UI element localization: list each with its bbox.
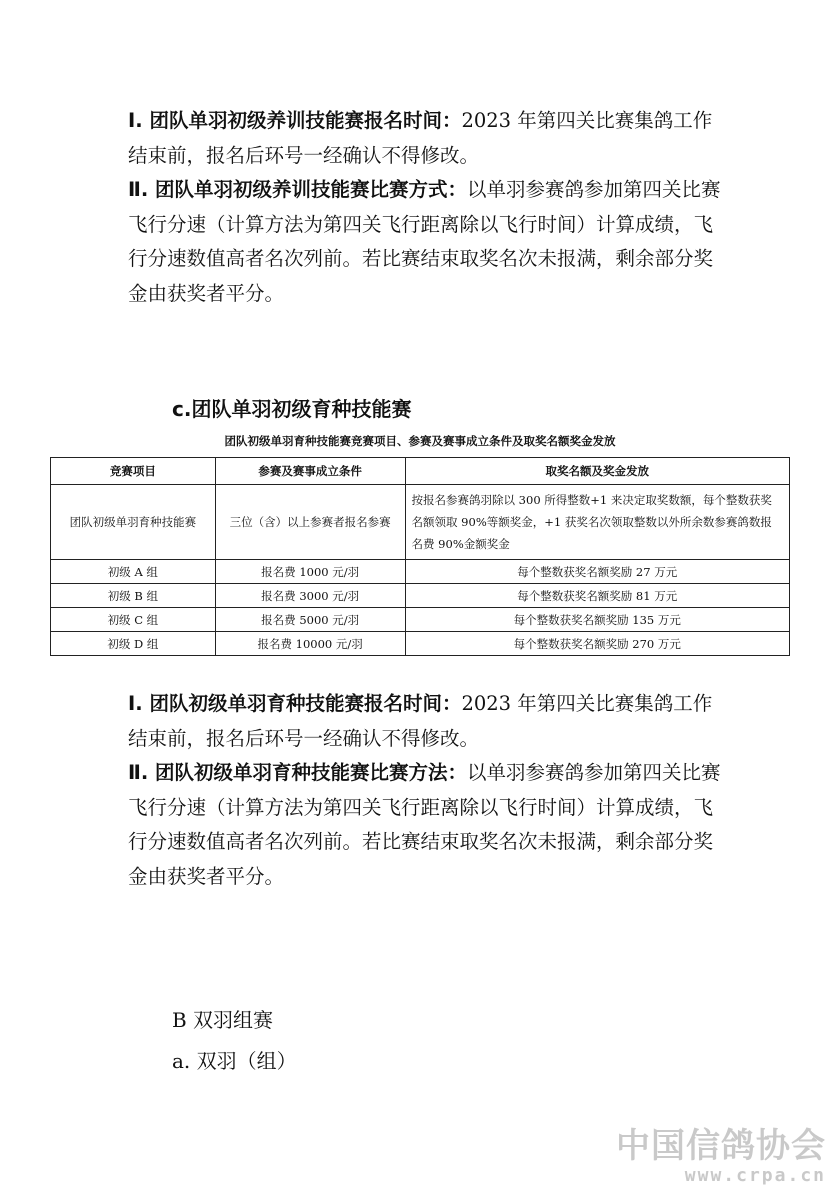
table-cell: 每个整数获奖名额奖励 135 万元 [405, 608, 789, 632]
paragraph-lead: Ⅱ. 团队初级单羽育种技能赛比赛方法： [128, 761, 468, 784]
paragraph-text: 以单羽参赛鸽参加第四关比赛飞行分速（计算方法为第四关飞行距离除以飞行时间）计算成绩，飞行分速数值高者名次列前。若比赛结束取奖名次未报满，剩余部分奖金由获奖者平分。 [128, 178, 721, 305]
table-row [51, 485, 790, 560]
table-cell: 报名费 10000 元/羽 [215, 632, 405, 656]
table-cell: 团队初级单羽育种技能赛 [51, 485, 216, 560]
table-cell: 报名费 5000 元/羽 [215, 608, 405, 632]
table-row [51, 560, 790, 584]
registration-time-paragraph [128, 687, 728, 756]
table-cell: 初级 D 组 [51, 632, 216, 656]
table-cell: 按报名参赛鸽羽除以 300 所得整数+1 来决定取奖数额，每个整数获奖名额领取 90%等额奖金，+1 获奖名次领取整数以外所余数参赛鸽数报名费 90%金额奖金 [405, 485, 789, 560]
paragraph-lead: Ⅰ. 团队初级单羽育种技能赛报名时间： [128, 692, 462, 715]
prize-table [50, 457, 790, 656]
watermark [616, 1118, 826, 1186]
table-cell: 三位（含）以上参赛者报名参赛 [215, 485, 405, 560]
column-header: 竞赛项目 [51, 458, 216, 485]
table-cell: 每个整数获奖名额奖励 81 万元 [405, 584, 789, 608]
table-cell: 报名费 3000 元/羽 [215, 584, 405, 608]
table-cell: 初级 C 组 [51, 608, 216, 632]
table-title: 团队初级单羽育种技能赛竞赛项目、参赛及赛事成立条件及取奖名额奖金发放 [224, 434, 616, 448]
section-heading: c.团队单羽初级育种技能赛 [172, 397, 412, 421]
paragraph-text: 2023 年第四关比赛集鸽工作结束前，报名后环号一经确认不得修改。 [128, 692, 713, 750]
registration-time-paragraph [128, 104, 728, 173]
competition-method-paragraph [128, 173, 728, 311]
table-row [51, 584, 790, 608]
paragraph-lead: Ⅱ. 团队单羽初级养训技能赛比赛方式： [128, 178, 468, 201]
watermark-url: www.crpa.cn [684, 1165, 826, 1186]
column-header: 参赛及赛事成立条件 [215, 458, 405, 485]
table-cell: 每个整数获奖名额奖励 27 万元 [405, 560, 789, 584]
table-cell: 每个整数获奖名额奖励 270 万元 [405, 632, 789, 656]
subsection-heading: a. 双羽（组） [172, 1049, 297, 1073]
section-heading: B 双羽组赛 [172, 1008, 274, 1032]
paragraph-lead: Ⅰ. 团队单羽初级养训技能赛报名时间： [128, 109, 462, 132]
paragraph-text: 以单羽参赛鸽参加第四关比赛飞行分速（计算方法为第四关飞行距离除以飞行时间）计算成绩，飞行分速数值高者名次列前。若比赛结束取奖名次未报满，剩余部分奖金由获奖者平分。 [128, 761, 721, 888]
paragraph-text: 2023 年第四关比赛集鸽工作结束前，报名后环号一经确认不得修改。 [128, 109, 713, 167]
competition-method-paragraph [128, 756, 728, 894]
table-row [51, 608, 790, 632]
table-cell: 初级 B 组 [51, 584, 216, 608]
table-cell: 报名费 1000 元/羽 [215, 560, 405, 584]
watermark-org: 中国信鸽协会 [616, 1126, 826, 1166]
table-row [51, 632, 790, 656]
table-header-row [51, 458, 790, 485]
column-header: 取奖名额及奖金发放 [405, 458, 789, 485]
table-cell: 初级 A 组 [51, 560, 216, 584]
